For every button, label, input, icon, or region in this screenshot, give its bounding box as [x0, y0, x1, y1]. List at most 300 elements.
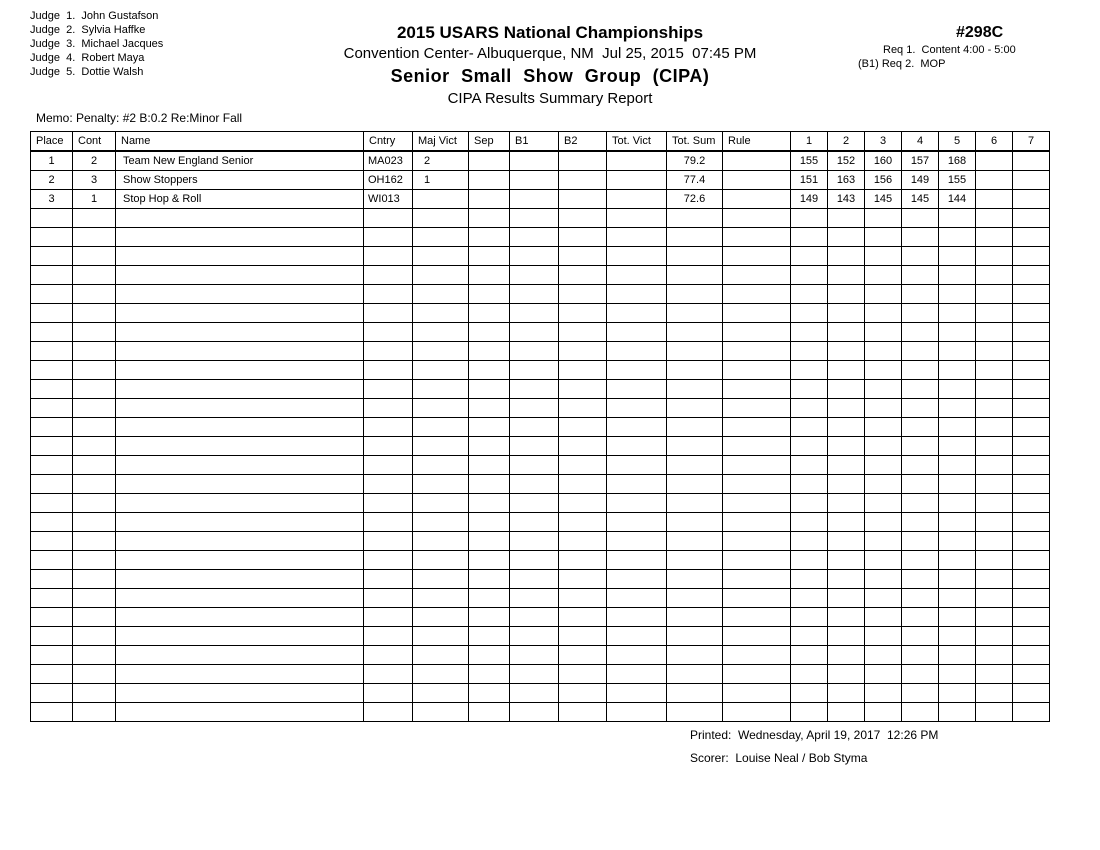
cell-cont — [73, 399, 116, 418]
cell-j2 — [828, 532, 865, 551]
cell-j7 — [1013, 266, 1050, 285]
table-row-empty — [31, 266, 1050, 285]
cell-place: 3 — [31, 190, 73, 209]
cell-rule — [723, 456, 791, 475]
cell-majvict — [413, 361, 469, 380]
cell-j7 — [1013, 627, 1050, 646]
cell-place — [31, 513, 73, 532]
cell-place — [31, 665, 73, 684]
cell-rule — [723, 703, 791, 722]
cell-place: 1 — [31, 151, 73, 171]
cell-majvict — [413, 418, 469, 437]
cell-sep — [469, 171, 510, 190]
cell-totvict — [607, 418, 667, 437]
cell-totvict — [607, 608, 667, 627]
cell-b2 — [559, 228, 607, 247]
cell-majvict — [413, 665, 469, 684]
cell-name: Team New England Senior — [116, 151, 364, 171]
cell-name — [116, 266, 364, 285]
cell-cntry — [364, 247, 413, 266]
cell-cntry — [364, 418, 413, 437]
cell-j6 — [976, 456, 1013, 475]
cell-cont — [73, 323, 116, 342]
cell-b1 — [510, 437, 559, 456]
cell-j7 — [1013, 361, 1050, 380]
cell-place — [31, 285, 73, 304]
results-table-body — [31, 151, 1050, 722]
cell-sep — [469, 570, 510, 589]
cell-j7 — [1013, 151, 1050, 171]
cell-j4 — [902, 532, 939, 551]
cell-majvict — [413, 247, 469, 266]
cell-majvict — [413, 323, 469, 342]
cell-j7 — [1013, 513, 1050, 532]
cell-place — [31, 570, 73, 589]
cell-rule — [723, 589, 791, 608]
cell-sep — [469, 418, 510, 437]
cell-b2 — [559, 646, 607, 665]
cell-place — [31, 589, 73, 608]
cell-j5 — [939, 551, 976, 570]
cell-b1 — [510, 703, 559, 722]
table-row-empty — [31, 380, 1050, 399]
cell-j5 — [939, 418, 976, 437]
cell-j6 — [976, 418, 1013, 437]
cell-j4 — [902, 494, 939, 513]
cell-j5 — [939, 361, 976, 380]
cell-j5 — [939, 703, 976, 722]
cell-totsum — [667, 228, 723, 247]
cell-totvict — [607, 151, 667, 171]
cell-j1 — [791, 342, 828, 361]
cell-cntry — [364, 665, 413, 684]
cell-cntry — [364, 304, 413, 323]
cell-cont — [73, 532, 116, 551]
cell-j3 — [865, 399, 902, 418]
cell-cntry — [364, 361, 413, 380]
cell-j1 — [791, 551, 828, 570]
cell-j1 — [791, 589, 828, 608]
cell-b2 — [559, 266, 607, 285]
cell-name — [116, 228, 364, 247]
cell-majvict — [413, 475, 469, 494]
cell-place — [31, 475, 73, 494]
cell-totsum — [667, 304, 723, 323]
judge-line-2: Judge 2. Sylvia Haffke — [30, 24, 146, 36]
cell-b1 — [510, 570, 559, 589]
table-row-empty — [31, 437, 1050, 456]
cell-j1: 151 — [791, 171, 828, 190]
cell-rule — [723, 361, 791, 380]
cell-b1 — [510, 190, 559, 209]
cell-b2 — [559, 247, 607, 266]
cell-rule — [723, 437, 791, 456]
cell-j4 — [902, 665, 939, 684]
column-header-j5: 5 — [939, 132, 976, 152]
cell-name: Show Stoppers — [116, 171, 364, 190]
cell-totvict — [607, 532, 667, 551]
cell-b2 — [559, 665, 607, 684]
cell-j5 — [939, 304, 976, 323]
cell-b2 — [559, 703, 607, 722]
cell-j3 — [865, 494, 902, 513]
column-header-sep: Sep — [469, 132, 510, 152]
cell-totvict — [607, 190, 667, 209]
table-row-empty — [31, 342, 1050, 361]
judge-line-3: Judge 3. Michael Jacques — [30, 38, 164, 50]
cell-rule — [723, 209, 791, 228]
cell-j2: 163 — [828, 171, 865, 190]
requirement-1: Req 1. Content 4:00 - 5:00 — [883, 44, 1016, 56]
cell-cont — [73, 646, 116, 665]
cell-j3 — [865, 532, 902, 551]
cell-place — [31, 361, 73, 380]
cell-cntry — [364, 399, 413, 418]
cell-b1 — [510, 551, 559, 570]
cell-totsum — [667, 342, 723, 361]
cell-j5 — [939, 684, 976, 703]
cell-j3 — [865, 323, 902, 342]
cell-name — [116, 380, 364, 399]
cell-b1 — [510, 285, 559, 304]
cell-j5 — [939, 209, 976, 228]
cell-j2 — [828, 608, 865, 627]
cell-j2: 152 — [828, 151, 865, 171]
cell-j7 — [1013, 380, 1050, 399]
cell-j4 — [902, 418, 939, 437]
cell-cntry — [364, 228, 413, 247]
cell-cntry — [364, 285, 413, 304]
cell-j2 — [828, 342, 865, 361]
cell-majvict — [413, 228, 469, 247]
cell-totsum: 79.2 — [667, 151, 723, 171]
cell-sep — [469, 665, 510, 684]
column-header-totvict: Tot. Vict — [607, 132, 667, 152]
cell-majvict — [413, 684, 469, 703]
championship-title: 2015 USARS National Championships — [396, 23, 704, 42]
cell-b1 — [510, 608, 559, 627]
cell-j2 — [828, 418, 865, 437]
cell-majvict — [413, 285, 469, 304]
cell-j5 — [939, 266, 976, 285]
cell-cont: 3 — [73, 171, 116, 190]
cell-j2 — [828, 513, 865, 532]
cell-totsum — [667, 627, 723, 646]
cell-sep — [469, 342, 510, 361]
cell-b1 — [510, 171, 559, 190]
cell-place — [31, 228, 73, 247]
cell-j5 — [939, 608, 976, 627]
table-row-empty — [31, 589, 1050, 608]
cell-j6 — [976, 266, 1013, 285]
cell-j4 — [902, 323, 939, 342]
cell-cont — [73, 380, 116, 399]
cell-place — [31, 703, 73, 722]
cell-j1 — [791, 304, 828, 323]
cell-sep — [469, 361, 510, 380]
cell-j6 — [976, 323, 1013, 342]
cell-cont — [73, 570, 116, 589]
cell-cont — [73, 665, 116, 684]
cell-place — [31, 209, 73, 228]
cell-totvict — [607, 684, 667, 703]
cell-sep — [469, 151, 510, 171]
cell-totsum — [667, 418, 723, 437]
column-header-majvict: Maj Vict — [413, 132, 469, 152]
cell-j1 — [791, 494, 828, 513]
cell-j6 — [976, 703, 1013, 722]
cell-j4 — [902, 399, 939, 418]
cell-rule — [723, 323, 791, 342]
cell-b1 — [510, 494, 559, 513]
cell-sep — [469, 266, 510, 285]
cell-cntry — [364, 475, 413, 494]
cell-j3 — [865, 228, 902, 247]
cell-rule — [723, 266, 791, 285]
cell-majvict — [413, 703, 469, 722]
cell-j6 — [976, 209, 1013, 228]
column-header-cntry: Cntry — [364, 132, 413, 152]
cell-j6 — [976, 285, 1013, 304]
cell-totvict — [607, 475, 667, 494]
cell-j2 — [828, 684, 865, 703]
cell-sep — [469, 456, 510, 475]
cell-totsum — [667, 475, 723, 494]
cell-rule — [723, 608, 791, 627]
cell-b1 — [510, 475, 559, 494]
cell-b2 — [559, 361, 607, 380]
column-header-j7: 7 — [1013, 132, 1050, 152]
cell-sep — [469, 209, 510, 228]
cell-b1 — [510, 209, 559, 228]
cell-cntry — [364, 266, 413, 285]
cell-j3 — [865, 684, 902, 703]
cell-place — [31, 304, 73, 323]
cell-j6 — [976, 570, 1013, 589]
cell-j2 — [828, 456, 865, 475]
cell-b2 — [559, 323, 607, 342]
cell-j7 — [1013, 532, 1050, 551]
cell-j5 — [939, 665, 976, 684]
cell-majvict — [413, 342, 469, 361]
cell-j1 — [791, 266, 828, 285]
cell-place — [31, 342, 73, 361]
table-row-empty — [31, 570, 1050, 589]
cell-totvict — [607, 570, 667, 589]
table-row-empty — [31, 361, 1050, 380]
cell-cont — [73, 437, 116, 456]
cell-cntry: OH162 — [364, 171, 413, 190]
cell-j1 — [791, 608, 828, 627]
cell-j6 — [976, 475, 1013, 494]
cell-j3: 160 — [865, 151, 902, 171]
cell-place — [31, 437, 73, 456]
cell-j6 — [976, 665, 1013, 684]
cell-j6 — [976, 684, 1013, 703]
table-row-empty — [31, 285, 1050, 304]
cell-b2 — [559, 151, 607, 171]
cell-totvict — [607, 361, 667, 380]
cell-sep — [469, 380, 510, 399]
cell-name — [116, 323, 364, 342]
cell-j5 — [939, 570, 976, 589]
cell-sep — [469, 589, 510, 608]
cell-majvict — [413, 532, 469, 551]
cell-j7 — [1013, 437, 1050, 456]
cell-name — [116, 627, 364, 646]
cell-j7 — [1013, 209, 1050, 228]
cell-j6 — [976, 513, 1013, 532]
cell-j5 — [939, 646, 976, 665]
cell-j5: 168 — [939, 151, 976, 171]
table-row-empty — [31, 304, 1050, 323]
cell-b2 — [559, 190, 607, 209]
cell-rule — [723, 247, 791, 266]
cell-rule — [723, 475, 791, 494]
report-title: CIPA Results Summary Report — [447, 90, 653, 107]
cell-totvict — [607, 494, 667, 513]
cell-j5 — [939, 589, 976, 608]
table-row-empty — [31, 228, 1050, 247]
cell-j3 — [865, 266, 902, 285]
cell-j3 — [865, 342, 902, 361]
cell-j5 — [939, 456, 976, 475]
cell-b2 — [559, 399, 607, 418]
table-row-empty — [31, 209, 1050, 228]
table-row-empty — [31, 608, 1050, 627]
cell-j6 — [976, 247, 1013, 266]
column-header-j1: 1 — [791, 132, 828, 152]
cell-j2 — [828, 323, 865, 342]
cell-cntry — [364, 589, 413, 608]
cell-j4 — [902, 551, 939, 570]
table-row-empty — [31, 513, 1050, 532]
cell-cont — [73, 589, 116, 608]
table-row — [31, 171, 1050, 190]
cell-cont — [73, 209, 116, 228]
cell-majvict — [413, 513, 469, 532]
cell-b2 — [559, 285, 607, 304]
table-row-empty — [31, 475, 1050, 494]
cell-j2: 143 — [828, 190, 865, 209]
cell-j2 — [828, 646, 865, 665]
cell-j3 — [865, 418, 902, 437]
cell-j4 — [902, 304, 939, 323]
cell-b1 — [510, 513, 559, 532]
cell-cntry — [364, 570, 413, 589]
cell-totsum — [667, 323, 723, 342]
cell-totvict — [607, 589, 667, 608]
cell-place — [31, 266, 73, 285]
judge-line-1: Judge 1. John Gustafson — [30, 10, 159, 22]
cell-place — [31, 323, 73, 342]
cell-j1 — [791, 209, 828, 228]
table-row-empty — [31, 703, 1050, 722]
cell-totvict — [607, 342, 667, 361]
column-header-rule: Rule — [723, 132, 791, 152]
cell-name — [116, 646, 364, 665]
cell-cntry — [364, 703, 413, 722]
cell-b1 — [510, 646, 559, 665]
cell-name — [116, 513, 364, 532]
cell-rule — [723, 551, 791, 570]
cell-j4 — [902, 570, 939, 589]
cell-j4 — [902, 475, 939, 494]
cell-name — [116, 475, 364, 494]
cell-b1 — [510, 589, 559, 608]
cell-rule — [723, 228, 791, 247]
cell-j5 — [939, 532, 976, 551]
cell-totsum — [667, 399, 723, 418]
cell-j7 — [1013, 190, 1050, 209]
cell-totvict — [607, 266, 667, 285]
cell-cntry — [364, 646, 413, 665]
requirement-2: (B1) Req 2. MOP — [858, 58, 946, 70]
cell-j6 — [976, 171, 1013, 190]
cell-b1 — [510, 532, 559, 551]
cell-b1 — [510, 342, 559, 361]
cell-totsum — [667, 266, 723, 285]
cell-name — [116, 247, 364, 266]
cell-b2 — [559, 304, 607, 323]
column-header-totsum: Tot. Sum — [667, 132, 723, 152]
cell-j1 — [791, 646, 828, 665]
cell-j5 — [939, 513, 976, 532]
cell-totvict — [607, 646, 667, 665]
cell-majvict — [413, 456, 469, 475]
cell-j3 — [865, 285, 902, 304]
judge-line-4: Judge 4. Robert Maya — [30, 52, 145, 64]
scorer-line: Scorer: Louise Neal / Bob Styma — [690, 751, 868, 765]
column-header-b2: B2 — [559, 132, 607, 152]
cell-name — [116, 304, 364, 323]
cell-j6 — [976, 551, 1013, 570]
cell-j4 — [902, 209, 939, 228]
cell-place — [31, 399, 73, 418]
cell-j4 — [902, 247, 939, 266]
column-header-b1: B1 — [510, 132, 559, 152]
cell-name — [116, 551, 364, 570]
cell-j4 — [902, 703, 939, 722]
cell-j4 — [902, 380, 939, 399]
cell-rule — [723, 399, 791, 418]
column-header-cont: Cont — [73, 132, 116, 152]
cell-sep — [469, 304, 510, 323]
cell-sep — [469, 551, 510, 570]
cell-j3 — [865, 380, 902, 399]
cell-place — [31, 627, 73, 646]
cell-j3 — [865, 437, 902, 456]
cell-j1 — [791, 627, 828, 646]
cell-totvict — [607, 399, 667, 418]
cell-j6 — [976, 608, 1013, 627]
cell-cntry: WI013 — [364, 190, 413, 209]
cell-rule — [723, 285, 791, 304]
cell-cont — [73, 342, 116, 361]
cell-majvict — [413, 589, 469, 608]
cell-rule — [723, 380, 791, 399]
cell-name — [116, 361, 364, 380]
cell-b2 — [559, 380, 607, 399]
cell-j3 — [865, 513, 902, 532]
cell-name — [116, 684, 364, 703]
cell-j7 — [1013, 608, 1050, 627]
cell-j7 — [1013, 703, 1050, 722]
cell-j2 — [828, 703, 865, 722]
cell-cntry — [364, 209, 413, 228]
cell-j2 — [828, 475, 865, 494]
cell-j5 — [939, 247, 976, 266]
